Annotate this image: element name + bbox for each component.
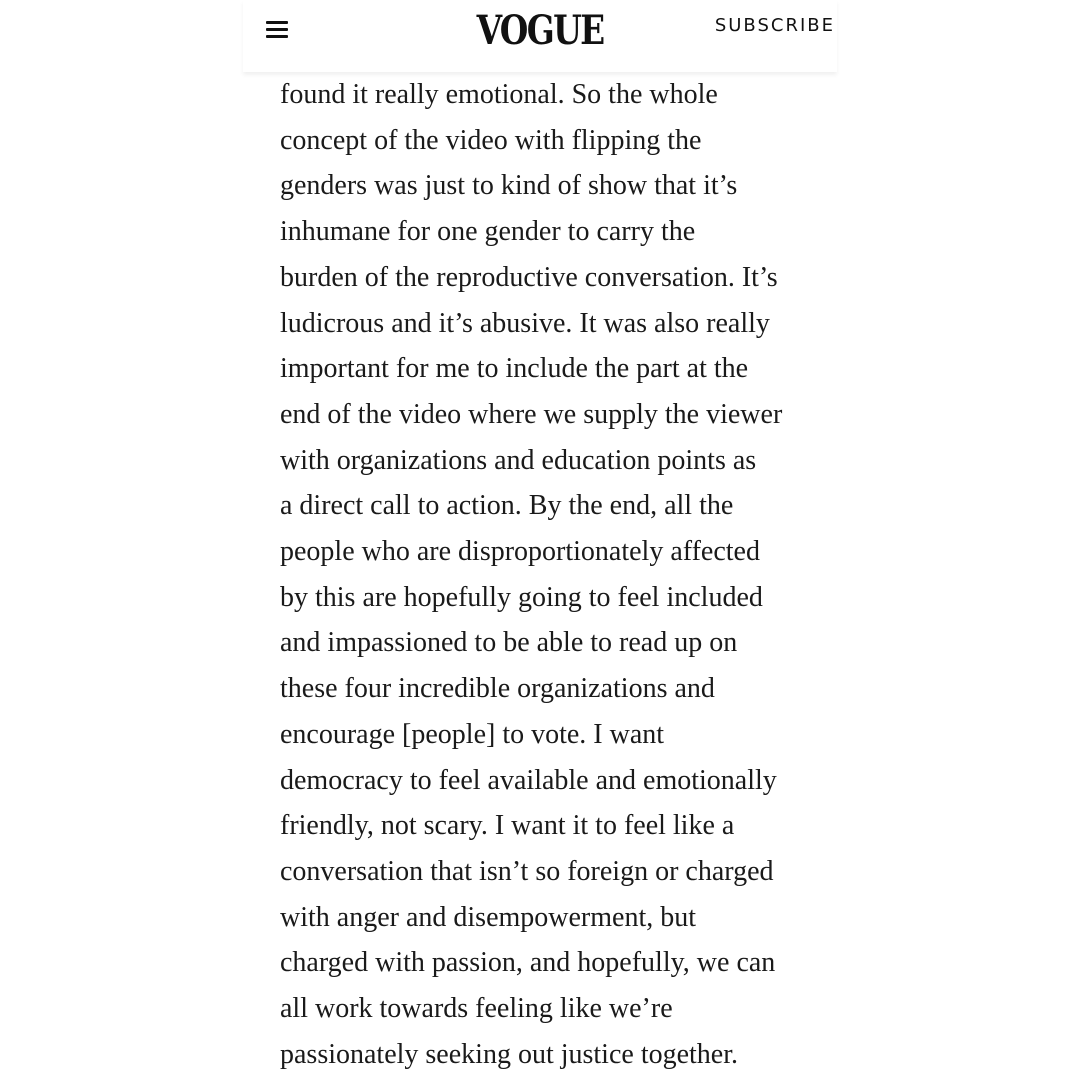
article-body: found it really emotional. So the whole concept of the video with flipping the genders was just to kind of show that it’s inhumane for one gender to carry the burden of the reproductive conversation. It’s ludicrous and it’s abusive. It was also really important for me to include the part at the end of the video where we supply the viewer with organizations and education points as a direct call to action. By the end, all the people who are disproportionately affected by this are hopefully going to feel included and impassioned to be able to read up on these four incredible organizations and encourage [people] to vote. I want democracy to feel available and emotionally friendly, not scary. I want it to feel like a conversation that isn’t so foreign or charged with anger and disempowerment, but charged with passion, and hopefully, we can all work towards feeling like we’re passionately seeking out justice together. xyxy=(280,79,783,1070)
menu-bar xyxy=(266,28,288,31)
hamburger-menu-icon[interactable] xyxy=(263,19,293,41)
menu-bar xyxy=(266,35,288,38)
vogue-logo[interactable]: VOGUE xyxy=(476,7,604,54)
menu-bar xyxy=(266,21,288,24)
site-header xyxy=(243,0,837,72)
page-frame xyxy=(243,0,837,1080)
subscribe-link[interactable]: SUBSCRIBE xyxy=(714,15,835,36)
